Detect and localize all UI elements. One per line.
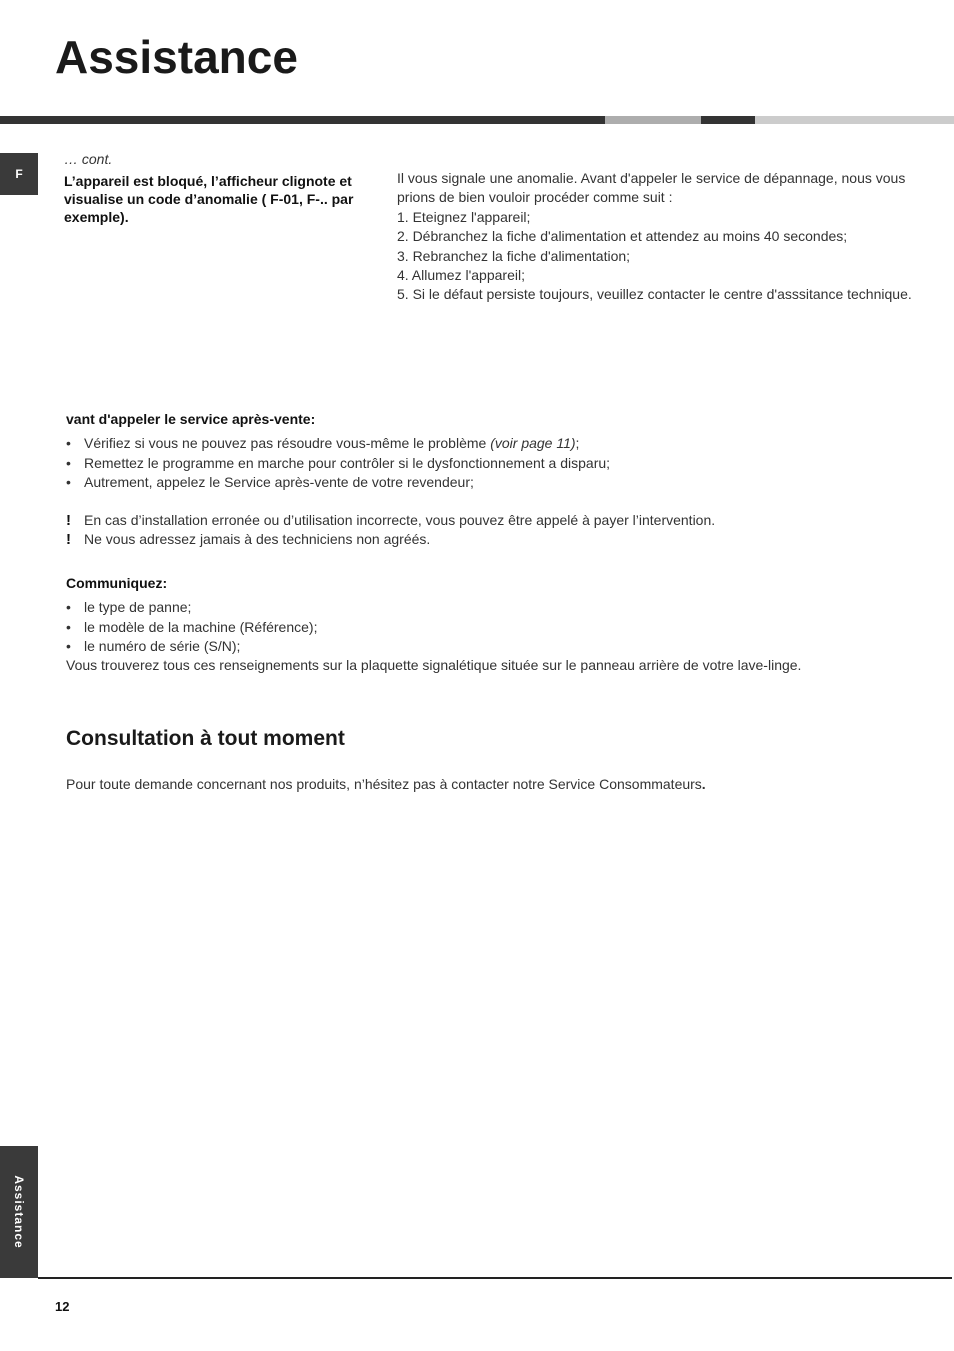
header-rule-dark-short — [701, 116, 755, 124]
problem-heading: L’appareil est bloqué, l’afficheur clignote et visualise un code d’anomalie ( F-01, F-.. par exemple). — [64, 173, 354, 225]
communicate-note: Vous trouverez tous ces renseignements sur la plaquette signalétique située sur le panneau arrière de votre lave-linge. — [66, 657, 802, 674]
exclamation-icon: ! — [66, 531, 71, 549]
before-call-heading: vant d'appeler le service après-vente: — [66, 411, 316, 427]
solution-intro: Il vous signale une anomalie. Avant d'appeler le service de dépannage, nous vous prions de bien vouloir procéder comme suit : — [397, 170, 906, 206]
list-item: • le modèle de la machine (Référence); — [66, 618, 906, 637]
solution-step: 5. Si le défaut persiste toujours, veuillez contacter le centre d'asssitance technique. — [397, 286, 912, 303]
list-item: • Autrement, appelez le Service après-vente de votre revendeur; — [66, 473, 906, 492]
warning-note: ! Ne vous adressez jamais à des techniciens non agréés. — [66, 531, 431, 549]
bullet-icon: • — [66, 599, 71, 616]
side-tab-label: Assistance — [12, 1175, 26, 1249]
list-item: • le numéro de série (S/N); — [66, 637, 906, 656]
solution-step: 1. Eteignez l'appareil; — [397, 208, 531, 225]
language-tab: F — [0, 153, 38, 195]
bullet-icon: • — [66, 473, 71, 490]
header-rule-light — [755, 116, 954, 124]
communicate-list — [66, 598, 906, 656]
communicate-heading: Communiquez: — [66, 575, 168, 591]
consultation-text: Pour toute demande concernant nos produits, n’hésitez pas à contacter notre Service Consommateurs. — [66, 776, 706, 792]
bullet-icon: • — [66, 454, 71, 471]
communicate-section — [66, 574, 906, 675]
solution-step: 2. Débranchez la fiche d'alimentation et attendez au moins 40 secondes; — [397, 228, 848, 245]
bullet-icon: • — [66, 435, 71, 452]
header-rule-grey — [605, 116, 701, 124]
solution-step: 4. Allumez l'appareil; — [397, 267, 525, 284]
bullet-icon: • — [66, 618, 71, 635]
page-title: Assistance — [55, 31, 298, 83]
header-rule-dark — [0, 116, 605, 124]
problem-solution — [397, 169, 917, 305]
solution-step: 3. Rebranchez la fiche d'alimentation; — [397, 247, 631, 264]
page-reference: (voir page 11) — [490, 435, 576, 452]
exclamation-icon: ! — [66, 512, 71, 530]
list-item: • le type de panne; — [66, 598, 906, 617]
footer-rule — [38, 1277, 952, 1279]
before-call-section — [66, 410, 906, 550]
continued-label: … cont. — [64, 151, 113, 167]
section-side-tab — [0, 1146, 38, 1278]
list-item: • Vérifiez si vous ne pouvez pas résoudre vous-même le problème (voir page 11); — [66, 434, 906, 453]
before-call-list — [66, 434, 906, 492]
consultation-heading: Consultation à tout moment — [66, 727, 345, 750]
warning-note: ! En cas d’installation erronée ou d’utilisation incorrecte, vous pouvez être appelé à payer l’intervention. — [66, 512, 716, 530]
list-item: • Remettez le programme en marche pour contrôler si le dysfonctionnement a disparu; — [66, 454, 906, 473]
bullet-icon: • — [66, 637, 71, 654]
page-number: 12 — [55, 1299, 70, 1314]
